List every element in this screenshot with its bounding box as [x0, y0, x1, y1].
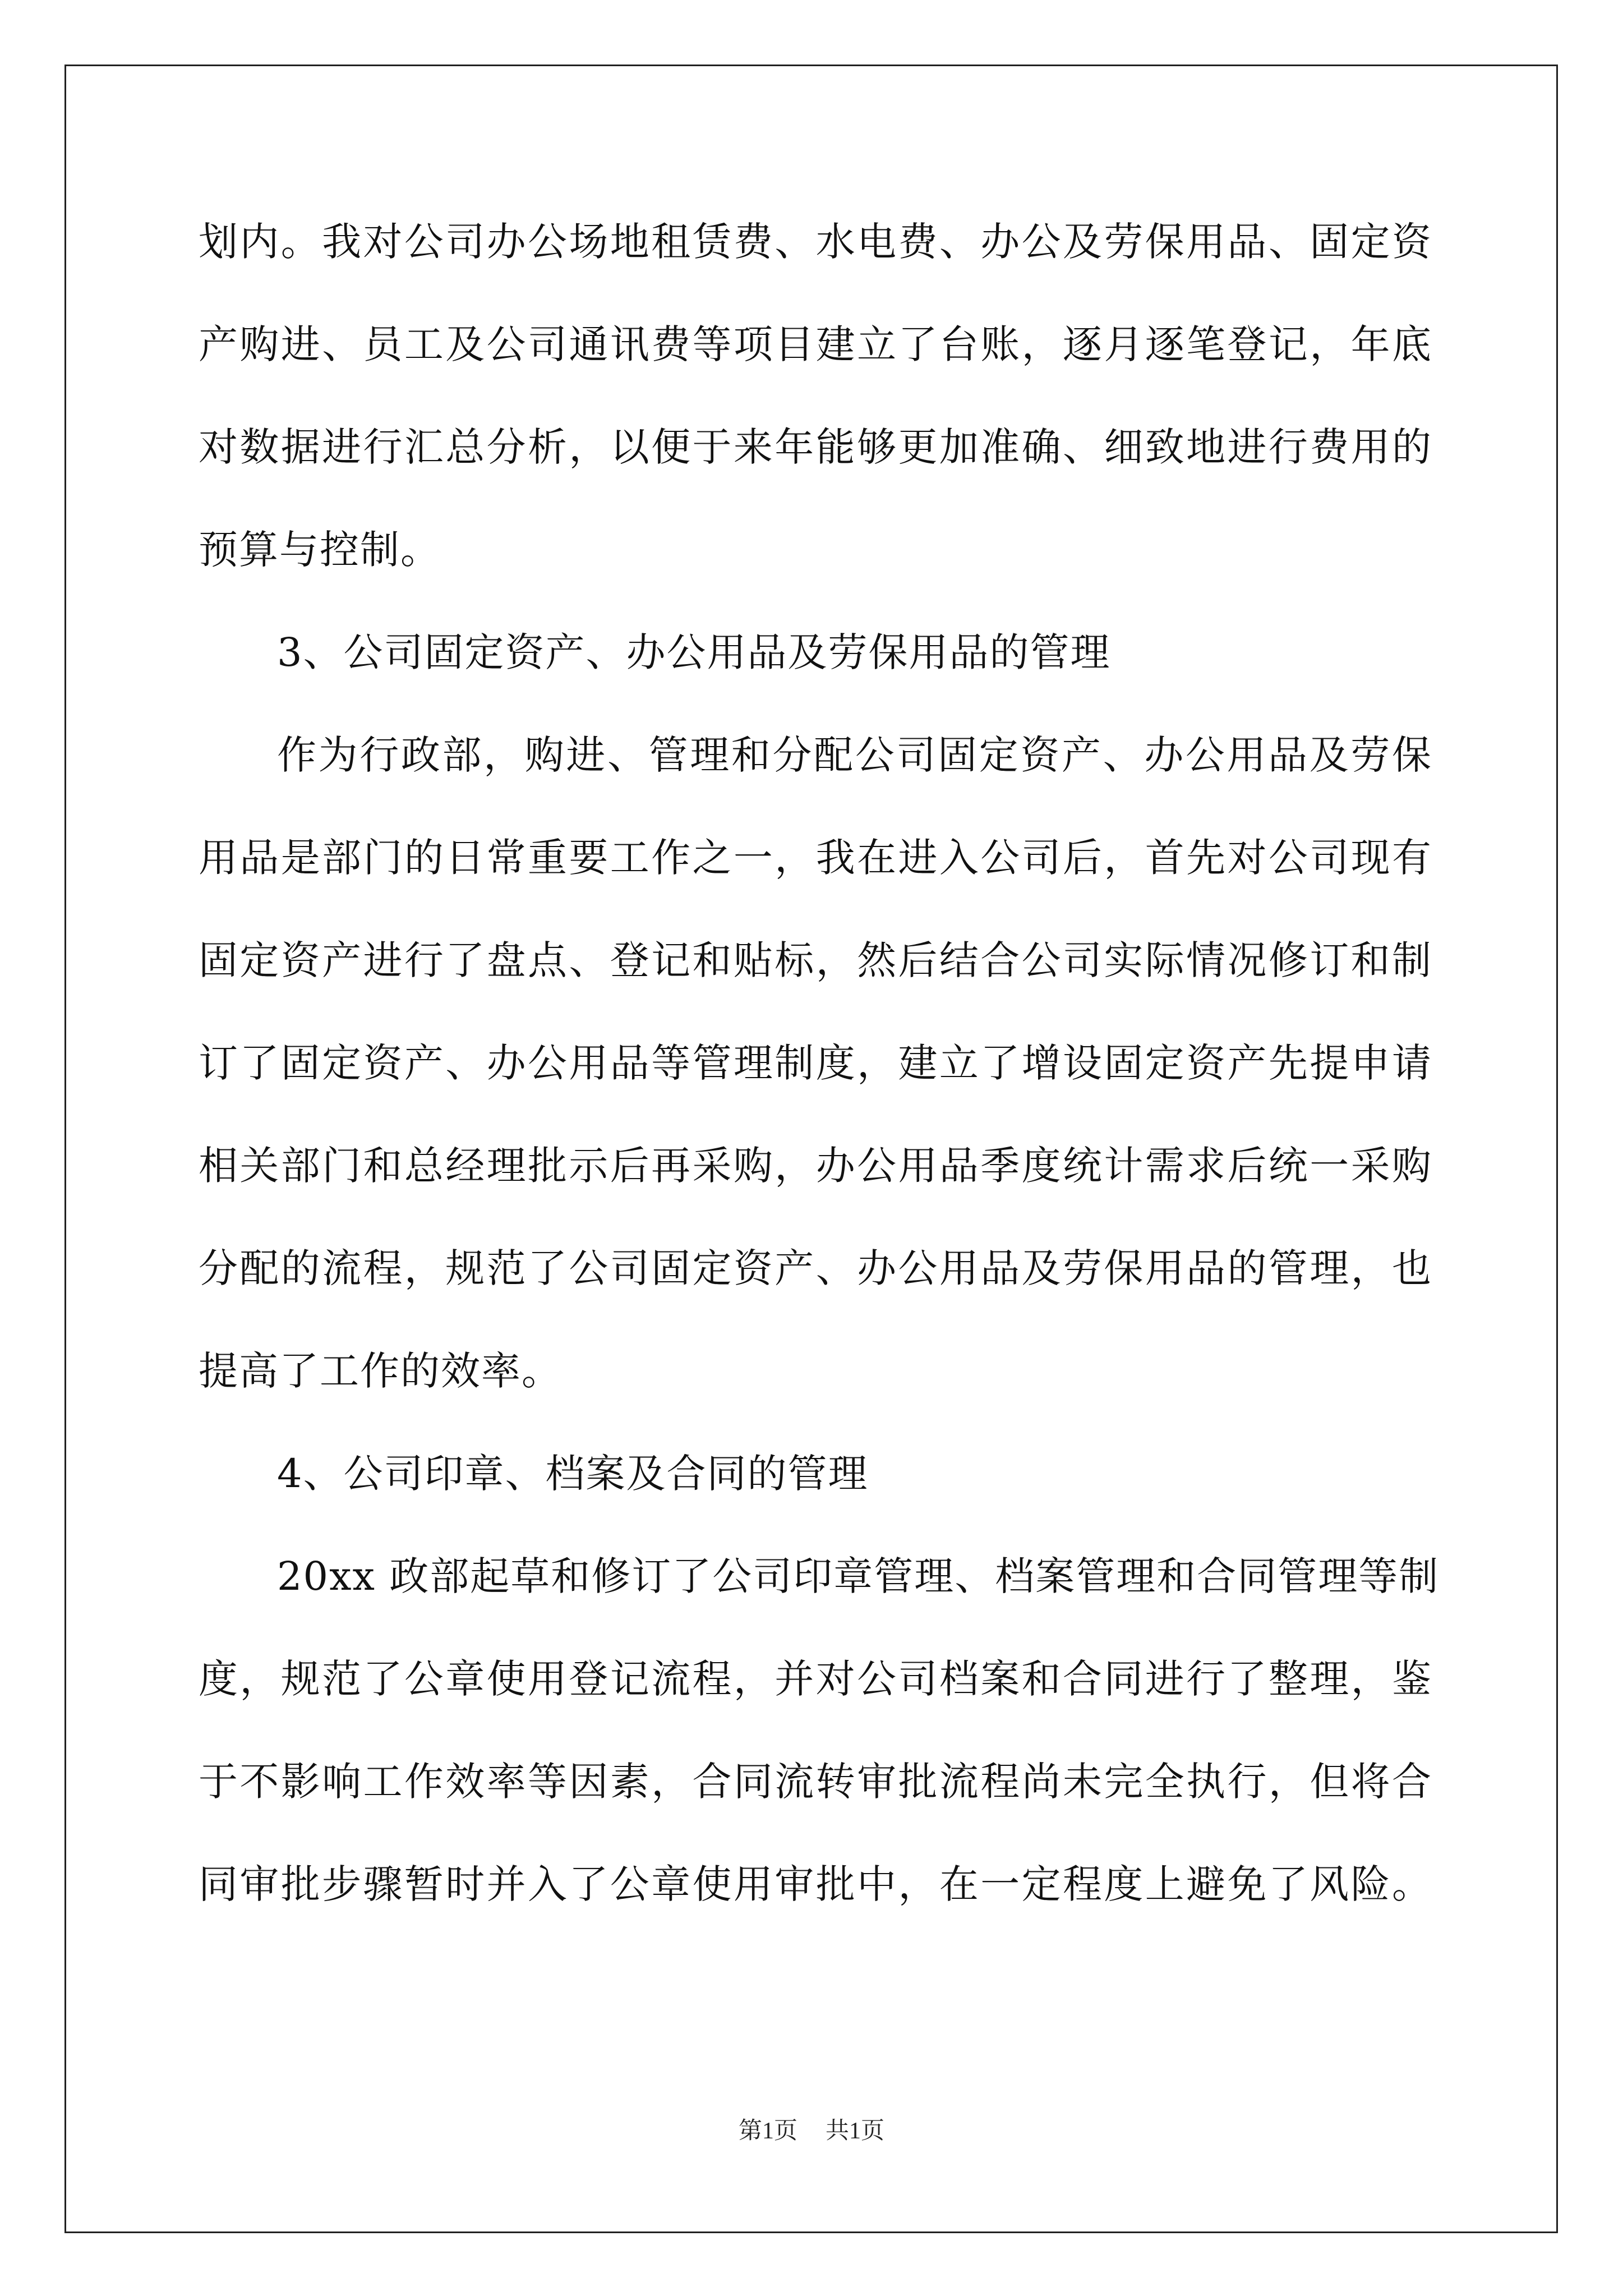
- text-line: 同审批步骤暂时并入了公章使用审批中，在一定程度上避免了风险。: [199, 1861, 1432, 1907]
- page-number-current: 第1页: [738, 2118, 797, 2144]
- section-heading: 3、公司固定资产、办公用品及劳保用品的管理: [277, 629, 1111, 675]
- text-line: 相关部门和总经理批示后再采购，办公用品季度统计需求后统一采购: [199, 1143, 1432, 1189]
- page-footer: [0, 2112, 1623, 2146]
- text-line: 度，规范了公章使用登记流程，并对公司档案和合同进行了整理，鉴: [199, 1656, 1432, 1702]
- text-line: 订了固定资产、办公用品等管理制度，建立了增设固定资产先提申请: [199, 1040, 1432, 1086]
- document-body: [199, 191, 1440, 1936]
- text-line: 预算与控制。: [199, 527, 441, 573]
- text-line: 分配的流程，规范了公司固定资产、办公用品及劳保用品的管理，也: [199, 1245, 1432, 1291]
- text-line: 固定资产进行了盘点、登记和贴标，然后结合公司实际情况修订和制: [199, 937, 1432, 983]
- section-heading: 4、公司印章、档案及合同的管理: [277, 1451, 869, 1497]
- text-line: 划内。我对公司办公场地租赁费、水电费、办公及劳保用品、固定资: [199, 219, 1432, 265]
- text-line: 产购进、员工及公司通讯费等项目建立了台账，逐月逐笔登记，年底: [199, 321, 1432, 367]
- text-line: 20xx 政部起草和修订了公司印章管理、档案管理和合同管理等制: [277, 1553, 1440, 1599]
- text-line: 于不影响工作效率等因素，合同流转审批流程尚未完全执行，但将合: [199, 1759, 1432, 1805]
- text-line: 对数据进行汇总分析，以便于来年能够更加准确、细致地进行费用的: [199, 424, 1432, 470]
- page-number-total: 共1页: [826, 2118, 885, 2144]
- text-line: 用品是部门的日常重要工作之一，我在进入公司后，首先对公司现有: [199, 835, 1432, 881]
- text-line: 提高了工作的效率。: [199, 1348, 562, 1394]
- text-line: 作为行政部，购进、管理和分配公司固定资产、办公用品及劳保: [277, 732, 1432, 778]
